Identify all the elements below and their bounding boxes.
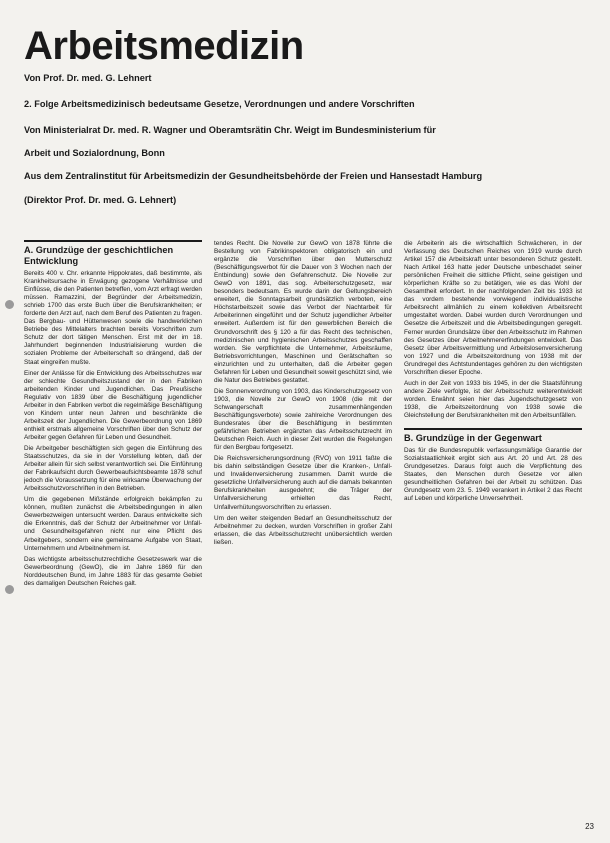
byline: Von Prof. Dr. med. G. Lehnert [24, 73, 152, 83]
section-heading-b: B. Grundzüge in der Gegenwart [404, 428, 582, 444]
column-3 [404, 240, 582, 815]
article-title: Arbeitsmedizin [24, 24, 304, 68]
section-heading-a: A. Grundzüge der geschichtlichen Entwicklung [24, 240, 202, 267]
punch-hole-mark [5, 585, 14, 594]
punch-hole-mark [5, 300, 14, 309]
director-line: (Direktor Prof. Dr. med. G. Lehnert) [24, 195, 177, 205]
paragraph: Bereits 400 v. Chr. erkannte Hippokrates, daß bestimmte, als Krankheitsursache in Erwägung gezogene Verhältnisse und Einflüsse, die den Patienten betreffen, vom Arzt erfragt werden müssen. Ramazzini, der Begründer der Arbeitsmedizin, schrieb 1700 das erste Buch über die Berufskrankheiten; er forderte den Arzt auf, nach dem Beruf des Patienten zu fragen. Das Bergbau- und Hüttenwesen sowie die handwerklichen Betriebe des Mittelalters brachten bereits Vorschriften zum Schutz der dort tätigen Menschen. Erst mit der im 18. Jahrhundert beginnenden Industrialisierung wurden die sozialen Probleme der Arbeiterschaft so drängend, daß der Staat eingreifen mußte. [24, 270, 202, 366]
page-number: 23 [585, 822, 594, 831]
paragraph: Auch in der Zeit von 1933 bis 1945, in der die Staatsführung andere Ziele verfolgte, ist der Arbeitsschutz weiterentwickelt worden. Erwähnt seien hier das Jugendschutzgesetz von 1938, die Arbeitszeitordnung von 1938 sowie die Gleichstellung der Berufskrankheiten mit den Arbeitsunfällen. [404, 379, 582, 419]
coauthors-line: Von Ministerialrat Dr. med. R. Wagner und Oberamtsrätin Chr. Weigt im Bundesministerium für [24, 125, 436, 135]
column-2 [214, 240, 392, 815]
column-1 [24, 240, 202, 815]
paragraph: Die Reichsversicherungsordnung (RVO) von 1911 faßte die bis dahin selbständigen Gesetze über die Kranken-, Unfall- und Invalidenversicherung zusammen. Damit wurde die gesetzliche Unfallversicherung auch auf die damals bekannten Berufskrankheiten ausgedehnt; die Träger der Unfallversicherung erhielten das Recht, Unfallverhütungsvorschriften zu erlassen. [214, 455, 392, 511]
institute-line: Aus dem Zentralinstitut für Arbeitsmedizin der Gesundheitsbehörde der Freien und Hansestadt Hamburg [24, 171, 483, 181]
paragraph: Um die gegebenen Mißstände erfolgreich bekämpfen zu können, mußten zunächst die Arbeitsbedingungen in allen Gewerbezweigen untersucht werden. Daraus entwickelte sich die Erkenntnis, daß der Schutz der Arbeitnehmer vor Unfall- und Gesundheitsgefahren nicht nur eine Pflicht des Arbeitgebers, sondern eine gemeinsame Aufgabe von Staat, Unternehmern und Arbeitnehmern ist. [24, 496, 202, 552]
series-line: 2. Folge Arbeitsmedizinisch bedeutsame Gesetze, Verordnungen und andere Vorschriften [24, 99, 415, 109]
paragraph: Das für die Bundesrepublik verfassungsmäßige Garantie der Sozialstaatlichkeit ergibt sich aus Art. 20 und Art. 28 des Grundgesetzes. Daraus folgt auch die Verpflichtung des Staates, den Menschen durch Gesetze vor allen gesundheitlichen Gefahren bei der Arbeit zu schützen. Das Grundgesetz vom 23. 5. 1949 verankert in Artikel 2 das Recht auf Leben und körperliche Unversehrtheit. [404, 447, 582, 503]
paragraph: tendes Recht. Die Novelle zur GewO von 1878 führte die Bestellung von Fabrikinspektoren obligatorisch ein und ergänzte die Vorschriften über den Mutterschutz (Beschäftigungsverbot für die Dauer von 3 Wochen nach der Entbindung) sowie den Gefahrenschutz. Die Novelle zur GewO von 1891, das sog. Arbeiterschutzgesetz, war besonders bedeutsam. Es wurde darin der Geltungsbereich erweitert, die Sonntagsarbeit grundsätzlich verboten, eine Höchstarbeitszeit sowie das Verbot der Nachtarbeit für Arbeiterinnen eingeführt und der Schutz jugendlicher Arbeiter erweitert. Außerdem ist für den gewerblichen Bereich die Grundvorschrift des § 120 a für das Recht des technischen, medizinischen und hygienischen Arbeitsschutzes geschaffen worden. Sie verpflichtete die Unternehmer, Arbeitsräume, Betriebsvorrichtungen, Maschinen und Gerätschaften so einzurichten und zu unterhalten, daß die Arbeiter gegen Gefahren für Leben und Gesundheit soweit geschützt sind, wie die Natur des Betriebes gestattet. [214, 240, 392, 384]
paragraph: Einer der Anlässe für die Entwicklung des Arbeitsschutzes war der schlechte Gesundheitszustand der in den Fabriken arbeitenden Kinder und Jugendlichen. Das Preußische Regulativ von 1839 über die Beschäftigung jugendlicher Arbeiter in den Fabriken verbot die regelmäßige Beschäftigung von Kindern unter neun Jahren und beschränkte die Arbeitszeit der Jugendlichen. Die Gewerbeordnung von 1869 enthielt erstmals allgemeine Vorschriften über den Schutz der Arbeiter gegen Gefahren für Leben und Gesundheit. [24, 369, 202, 441]
paragraph: Das wichtigste arbeitsschutzrechtliche Gesetzeswerk war die Gewerbeordnung (GewO), die im Jahre 1869 für den Norddeutschen Bund, im Jahre 1883 für das gesamte Gebiet des damaligen Deutschen Reiches galt. [24, 555, 202, 587]
paragraph: Um den weiter steigenden Bedarf an Gesundheitsschutz der Arbeitnehmer zu decken, wurden Vorschriften in großer Zahl erlassen, die das Arbeitsschutzrecht unübersichtlich werden ließen. [214, 514, 392, 546]
paragraph: Die Sonnenverordnung von 1903, das Kinderschutzgesetz von 1903, die Novelle zur GewO von 1908 (die mit der Schwangerschaft zusammenhängenden Beschäftigungsverbote) sowie zahlreiche Verordnungen des Bundesrates über die Beschäftigung in bestimmten gefährlichen Betrieben ergänzten das Arbeitsschutzrecht im Deutschen Reich. Auch in dieser Zeit wurden die Regelungen für den Bergbau fortgesetzt. [214, 387, 392, 452]
paragraph: Die Arbeitgeber beschäftigten sich gegen die Einführung des Staatsschutzes, da sie in der Vorstellung lebten, daß der Arbeiter allein für sich selbst verantwortlich sei. Die Einführung der Fabrikaufsicht durch Gewerbeaufsichtsbeamte 1878 schuf jedoch die Voraussetzung für eine wirksame Überwachung der Arbeitsschutzvorschriften in den Betrieben. [24, 444, 202, 493]
ministry-line: Arbeit und Sozialordnung, Bonn [24, 148, 165, 158]
paragraph: die Arbeiterin als die wirtschaftlich Schwächeren, in der Verfassung des Deutschen Reiches von 1919 wurde durch Artikel 157 die Arbeitskraft unter besonderen Schutz gestellt. Nach Artikel 163 hatte jeder Deutsche unbeschadet seiner persönlichen Freiheit die sittliche Pflicht, seine geistigen und körperlichen Kräfte so zu betätigen, wie es das Wohl der Gesamtheit erfordert. In der nachfolgenden Zeit bis 1933 ist das vordem bestehende vorwiegend individualistische Arbeitsrecht allmählich zu einem kollektiven Arbeitsrecht umgestaltet worden. Dabei wurden durch Verordnungen und Gesetze die Arbeitszeit und die Arbeitsbedingungen geregelt. Ferner wurden Grundsätze über den Arbeitsschutz im Rahmen des Gesetzes über Arbeitnehmererfindungen entwickelt. Das Gesetz über Arbeitsvermittlung und Arbeitslosenversicherung von 1927 und die Arbeitszeitordnung von 1938 mit der Grundregel des Achtstundentages gehören zu den wichtigsten Vorschriften dieser Epoche. [404, 240, 582, 376]
